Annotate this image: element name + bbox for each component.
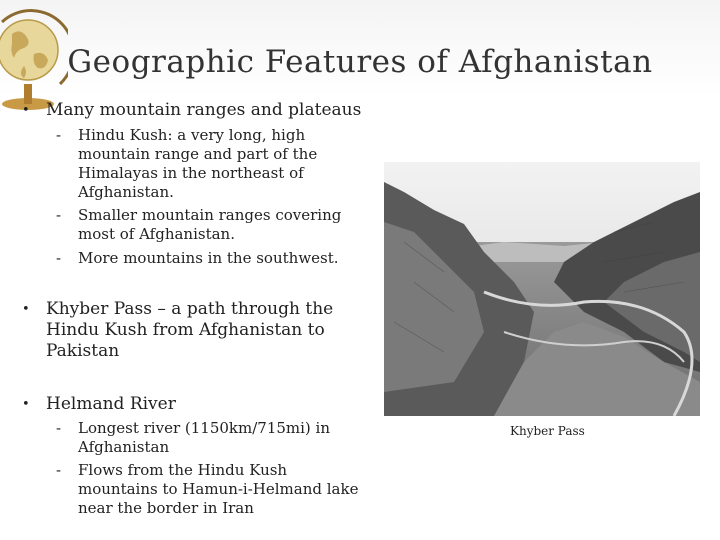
sub-marker: - (56, 206, 62, 224)
khyber-pass-photo (384, 162, 700, 416)
sub-item-text: More mountains in the southwest. (78, 249, 339, 267)
sub-item-text: Hindu Kush: a very long, high mountain range and part of the Himalayas in the northeast of Afghanistan. (78, 126, 318, 201)
bullet-marker: • (22, 302, 30, 317)
slide-title: Geographic Features of Afghanistan (67, 44, 653, 80)
bullet-text: Helmand River (46, 394, 176, 414)
bullet-marker: • (22, 103, 30, 118)
sub-marker: - (56, 126, 62, 144)
sub-item-text: Smaller mountain ranges covering most of Afghanistan. (78, 206, 342, 243)
bullet-text: Khyber Pass – a path through the Hindu Kush from Afghanistan to Pakistan (46, 299, 334, 361)
sub-item-text: Longest river (1150km/715mi) in Afghanistan (78, 419, 331, 456)
sub-item-text: Flows from the Hindu Kush mountains to Hamun-i-Helmand lake near the border in Iran (78, 461, 359, 517)
sub-marker: - (56, 461, 62, 479)
bullet-marker: • (22, 397, 30, 412)
sub-marker: - (56, 249, 62, 267)
sub-marker: - (56, 419, 62, 437)
bullet-text: Many mountain ranges and plateaus (46, 100, 362, 120)
photo-caption: Khyber Pass (510, 424, 585, 438)
